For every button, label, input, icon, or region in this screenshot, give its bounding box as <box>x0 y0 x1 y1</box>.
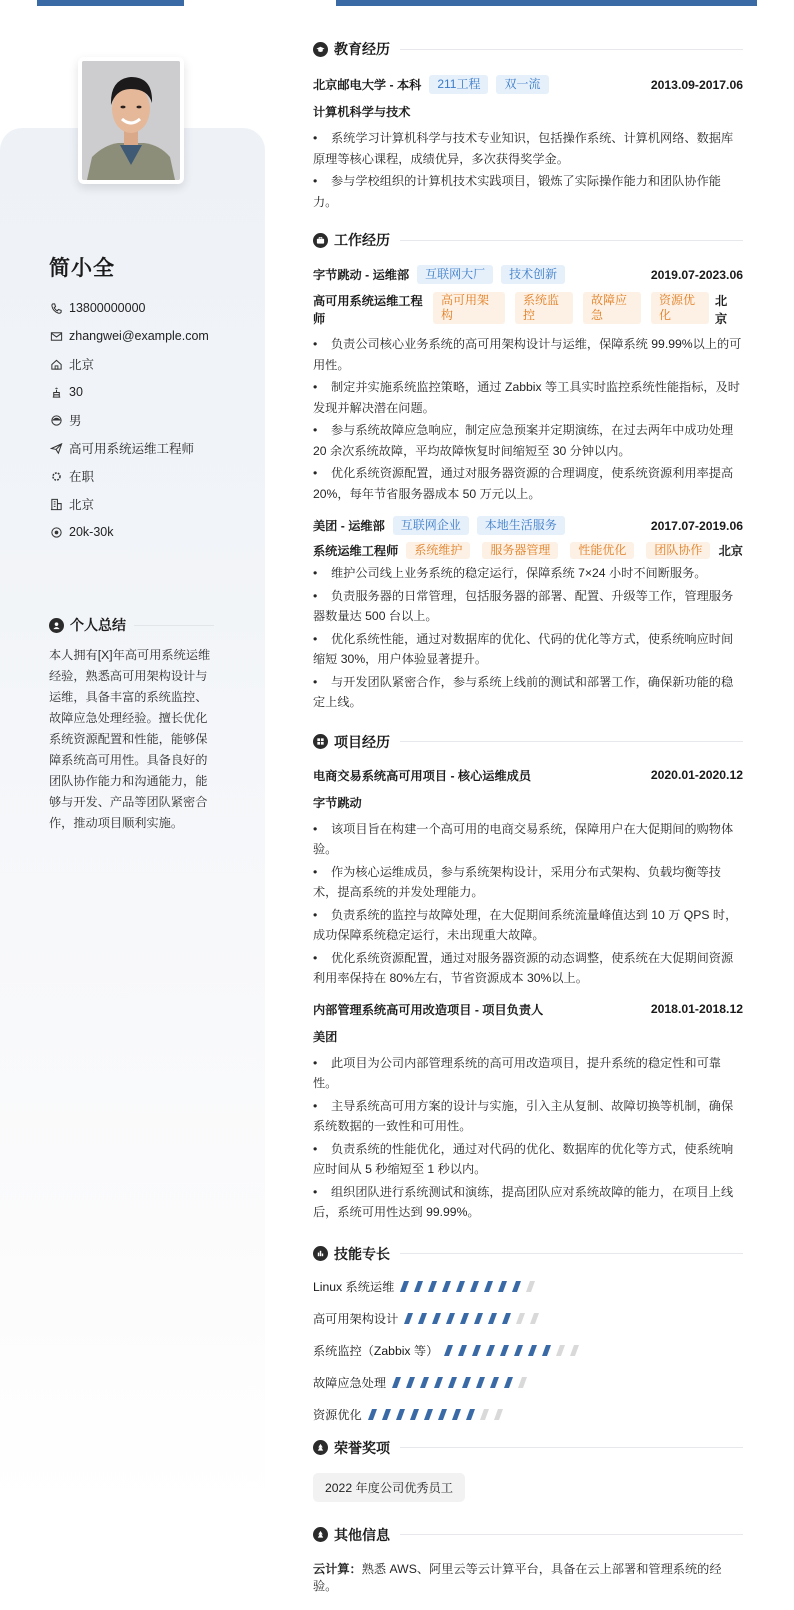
project-entry <box>313 767 743 989</box>
list-item: • 系统学习计算机科学与技术专业知识，包括操作系统、计算机网络、数据库原理等核心课程，成绩优异，多次获得奖学金。 <box>313 131 734 166</box>
skill-level-segment <box>446 1313 455 1324</box>
skills-list <box>313 1271 743 1431</box>
project-date: 2018.01-2018.12 <box>650 1002 743 1016</box>
divider <box>400 741 743 742</box>
skill-level-segment <box>500 1345 509 1356</box>
other-title: 其他信息 <box>334 1526 390 1543</box>
skill-level-segment <box>498 1281 507 1292</box>
skill-level-segment <box>382 1409 391 1420</box>
skill-level-bar <box>370 1409 510 1420</box>
skill-row <box>313 1367 743 1399</box>
user-icon <box>49 618 64 633</box>
skill-level-segment <box>458 1345 467 1356</box>
skill-level-segment <box>424 1409 433 1420</box>
project-entry <box>313 1001 743 1223</box>
info-salary <box>49 518 209 546</box>
skill-level-segment <box>488 1313 497 1324</box>
education-title: 教育经历 <box>334 41 390 57</box>
job-role: 系统运维工程师 <box>313 544 399 558</box>
skill-level-segment <box>462 1377 471 1388</box>
skill-tag: 故障应急 <box>583 292 641 324</box>
info-age <box>49 378 209 406</box>
skill-level-segment <box>530 1313 539 1324</box>
accent-bar-right <box>336 0 757 6</box>
contact-info-list <box>49 294 209 546</box>
skill-level-segment <box>452 1409 461 1420</box>
candidate-name: 简小全 <box>49 257 115 280</box>
skill-level-segment <box>484 1281 493 1292</box>
list-item: • 组织团队进行系统测试和演练，提高团队应对系统故障的能力，在项目上线后，系统可用性达到 99.99%。 <box>313 1184 734 1219</box>
grid-icon <box>313 734 328 749</box>
list-item: • 参与学校组织的计算机技术实践项目，锻炼了实际操作能力和团队协作能力。 <box>313 174 721 209</box>
school-tag: 双一流 <box>496 75 548 94</box>
profile-photo <box>82 61 180 180</box>
list-item: • 优化系统资源配置，通过对服务器资源的合理调度，使系统资源利用率提高 20%，每年节省服务器成本 50 万元以上。 <box>313 466 734 501</box>
company-name: 字节跳动 - 运维部 <box>313 268 410 282</box>
list-item: • 该项目旨在构建一个高可用的电商交易系统，保障用户在大促期间的购物体验。 <box>313 821 734 856</box>
info-city <box>49 490 209 518</box>
skill-level-segment <box>420 1377 429 1388</box>
status-value: 在职 <box>69 470 95 484</box>
divider <box>400 49 743 50</box>
job-role-row <box>313 542 743 559</box>
summary-title: 个人总结 <box>70 617 126 633</box>
salary-icon <box>49 525 63 539</box>
skills-header <box>313 1243 743 1265</box>
school-name: 北京邮电大学 - 本科 <box>313 78 422 92</box>
skill-level-segment <box>396 1409 405 1420</box>
skill-level-segment <box>494 1409 503 1420</box>
skill-level-segment <box>570 1345 579 1356</box>
skill-tag: 资源优化 <box>651 292 709 324</box>
other-label: 云计算： <box>313 1561 362 1576</box>
info-status <box>49 462 209 490</box>
skill-level-bar <box>402 1281 542 1292</box>
other-info-line <box>313 1560 743 1594</box>
salary-value: 20k-30k <box>69 525 114 539</box>
job-entry <box>313 265 743 504</box>
info-location <box>49 350 209 378</box>
education-header <box>313 38 743 60</box>
skill-level-segment <box>460 1313 469 1324</box>
info-email <box>49 322 209 350</box>
school-tag: 211工程 <box>429 75 488 94</box>
job-city: 北京 <box>715 294 728 326</box>
awards-title: 荣誉奖项 <box>334 1439 390 1456</box>
list-item: • 负责系统的性能优化，通过对代码的优化、数据库的优化等方式，使系统响应时间从 5 秒缩短至 1 秒以内。 <box>313 1141 734 1176</box>
skill-level-bar <box>394 1377 534 1388</box>
job-entry <box>313 516 743 713</box>
skill-name: Linux 系统运维 <box>313 1280 395 1294</box>
skill-level-segment <box>428 1281 437 1292</box>
skill-level-segment <box>444 1345 453 1356</box>
phone-value: 13800000000 <box>69 301 146 315</box>
list-item: • 与开发团队紧密合作，参与系统上线前的测试和部署工作，确保新功能的稳定上线。 <box>313 674 734 709</box>
skill-level-segment <box>414 1281 423 1292</box>
skill-name: 高可用架构设计 <box>313 1312 399 1326</box>
award-badge: 2022 年度公司优秀员工 <box>313 1473 465 1502</box>
send-icon <box>49 441 63 455</box>
skills-title: 技能专长 <box>334 1245 390 1262</box>
summary-text: 本人拥有[X]年高可用系统运维经验，熟悉高可用架构设计与运维，具备丰富的系统监控、故障应急处理经验。擅长优化系统资源配置和性能，能够保障系统高可用性。具备良好的团队协作能力和沟通能力，能够与开发、产品等团队紧密合作，推动项目顺利实施。 <box>49 648 211 830</box>
gender-icon <box>49 413 63 427</box>
skill-level-segment <box>448 1377 457 1388</box>
info-position <box>49 434 209 462</box>
skill-level-segment <box>406 1377 415 1388</box>
skill-level-segment <box>504 1377 513 1388</box>
list-item: • 负责服务器的日常管理，包括服务器的部署、配置、升级等工作，管理服务器数量达 500 台以上。 <box>313 588 734 623</box>
mail-icon <box>49 329 63 343</box>
skill-level-segment <box>410 1409 419 1420</box>
list-item: • 制定并实施系统监控策略，通过 Zabbix 等工具实时监控系统性能指标，及时发现并解决潜在问题。 <box>313 380 740 415</box>
other-header <box>313 1524 743 1546</box>
skill-level-segment <box>466 1409 475 1420</box>
age-value: 30 <box>69 385 83 399</box>
skill-level-segment <box>542 1345 551 1356</box>
projects-title: 项目经历 <box>334 733 390 750</box>
skill-row <box>313 1335 743 1367</box>
skill-tag: 系统监控 <box>515 292 573 324</box>
skill-level-segment <box>392 1377 401 1388</box>
skill-name: 故障应急处理 <box>313 1376 387 1390</box>
skill-level-segment <box>418 1313 427 1324</box>
skill-level-segment <box>404 1313 413 1324</box>
skill-level-segment <box>528 1345 537 1356</box>
position-value: 高可用系统运维工程师 <box>69 442 195 456</box>
location-value: 北京 <box>69 358 95 372</box>
skill-level-segment <box>502 1313 511 1324</box>
avatar <box>78 57 184 184</box>
skill-level-segment <box>476 1377 485 1388</box>
education-date: 2013.09-2017.06 <box>650 77 743 92</box>
other-text: 熟悉 AWS、阿里云等云计算平台，具备在云上部署和管理系统的经验。 <box>313 1561 722 1593</box>
company-tag: 技术创新 <box>501 265 565 284</box>
skill-level-segment <box>438 1409 447 1420</box>
job-role-row <box>313 292 743 328</box>
list-item: • 优化系统性能，通过对数据库的优化、代码的优化等方式，使系统响应时间缩短 30%，用户体验显著提升。 <box>313 631 734 666</box>
skill-row <box>313 1399 743 1431</box>
email-value: zhangwei@example.com <box>69 329 209 343</box>
major: 计算机科学与技术 <box>313 105 411 119</box>
divider <box>400 1253 743 1254</box>
skill-level-segment <box>556 1345 565 1356</box>
project-name: 电商交易系统高可用项目 - 核心运维成员 <box>313 768 532 783</box>
info-icon <box>313 1527 328 1542</box>
graduation-cap-icon <box>313 42 328 57</box>
skill-tag: 系统维护 <box>406 542 470 559</box>
divider <box>400 1447 743 1448</box>
skill-level-segment <box>368 1409 377 1420</box>
list-item: • 负责公司核心业务系统的高可用架构设计与运维，保障系统 99.99%以上的可用性。 <box>313 337 742 372</box>
job-role: 高可用系统运维工程师 <box>313 294 423 326</box>
skill-level-segment <box>526 1281 535 1292</box>
skill-level-segment <box>432 1313 441 1324</box>
job-city: 北京 <box>718 544 743 558</box>
company-name: 美团 - 运维部 <box>313 519 385 533</box>
divider <box>400 240 743 241</box>
home-icon <box>49 357 63 371</box>
award-icon <box>313 1440 328 1455</box>
skill-row <box>313 1271 743 1303</box>
company-tag: 互联网企业 <box>393 516 469 535</box>
status-icon <box>49 469 63 483</box>
bar-chart-icon <box>313 1246 328 1261</box>
skill-tag: 团队协作 <box>646 542 710 559</box>
projects-header <box>313 731 743 753</box>
skill-level-segment <box>474 1313 483 1324</box>
skill-level-segment <box>480 1409 489 1420</box>
info-gender <box>49 406 209 434</box>
building-icon <box>49 497 63 511</box>
list-item: • 参与系统故障应急响应，制定应急预案并定期演练，在过去两年中成功处理 20 余次系统故障，平均故障恢复时间缩短至 30 分钟以内。 <box>313 423 734 458</box>
skill-level-segment <box>490 1377 499 1388</box>
gender-value: 男 <box>69 414 82 428</box>
company-tag: 互联网大厂 <box>417 265 493 284</box>
skill-level-segment <box>470 1281 479 1292</box>
skill-row <box>313 1303 743 1335</box>
age-icon <box>49 385 63 399</box>
skill-name: 资源优化 <box>313 1408 362 1422</box>
list-item: • 此项目为公司内部管理系统的高可用改造项目，提升系统的稳定性和可靠性。 <box>313 1055 721 1090</box>
skill-tag: 性能优化 <box>570 542 634 559</box>
education-bullets <box>313 128 743 212</box>
skill-level-segment <box>472 1345 481 1356</box>
divider <box>400 1534 743 1535</box>
info-phone <box>49 294 209 322</box>
work-header <box>313 229 743 251</box>
skill-level-segment <box>434 1377 443 1388</box>
divider <box>134 625 214 626</box>
main-content <box>313 38 743 1594</box>
project-company: 字节跳动 <box>313 795 362 810</box>
skill-level-segment <box>512 1281 521 1292</box>
list-item: • 负责系统的监控与故障处理，在大促期间系统流量峰值达到 10 万 QPS 时，成功保障系统稳定运行，未出现重大故障。 <box>313 907 738 942</box>
skill-level-segment <box>456 1281 465 1292</box>
job-date: 2017.07-2019.06 <box>650 518 743 533</box>
accent-bar-left <box>37 0 184 6</box>
awards-header <box>313 1437 743 1459</box>
work-title: 工作经历 <box>334 232 390 248</box>
skill-level-segment <box>442 1281 451 1292</box>
list-item: • 主导系统高可用方案的设计与实施，引入主从复制、故障切换等机制，确保系统数据的一致性和可用性。 <box>313 1098 734 1133</box>
project-company: 美团 <box>313 1029 338 1044</box>
summary-header <box>49 615 214 635</box>
skill-level-segment <box>516 1313 525 1324</box>
skill-tag: 服务器管理 <box>482 542 558 559</box>
summary-section <box>49 615 214 834</box>
skill-level-bar <box>446 1345 586 1356</box>
project-name: 内部管理系统高可用改造项目 - 项目负责人 <box>313 1002 544 1017</box>
skill-level-segment <box>400 1281 409 1292</box>
list-item: • 维护公司线上业务系统的稳定运行，保障系统 7×24 小时不间断服务。 <box>313 566 707 580</box>
skill-name: 系统监控（Zabbix 等） <box>313 1344 439 1358</box>
list-item: • 作为核心运维成员，参与系统架构设计，采用分布式架构、负载均衡等技术，提高系统的并发处理能力。 <box>313 864 721 899</box>
company-tag: 本地生活服务 <box>477 516 565 535</box>
skill-tag: 高可用架构 <box>433 292 505 324</box>
list-item: • 优化系统资源配置，通过对服务器资源的动态调整，使系统在大促期间资源利用率保持在 80%左右，节省资源成本 30%以上。 <box>313 950 734 985</box>
education-entry-head <box>313 75 743 94</box>
city-value: 北京 <box>69 498 95 512</box>
skill-level-bar <box>406 1313 546 1324</box>
project-date: 2020.01-2020.12 <box>650 768 743 782</box>
job-date: 2019.07-2023.06 <box>650 267 743 282</box>
briefcase-icon <box>313 233 328 248</box>
skill-level-segment <box>518 1377 527 1388</box>
skill-level-segment <box>514 1345 523 1356</box>
phone-icon <box>49 301 63 315</box>
skill-level-segment <box>486 1345 495 1356</box>
